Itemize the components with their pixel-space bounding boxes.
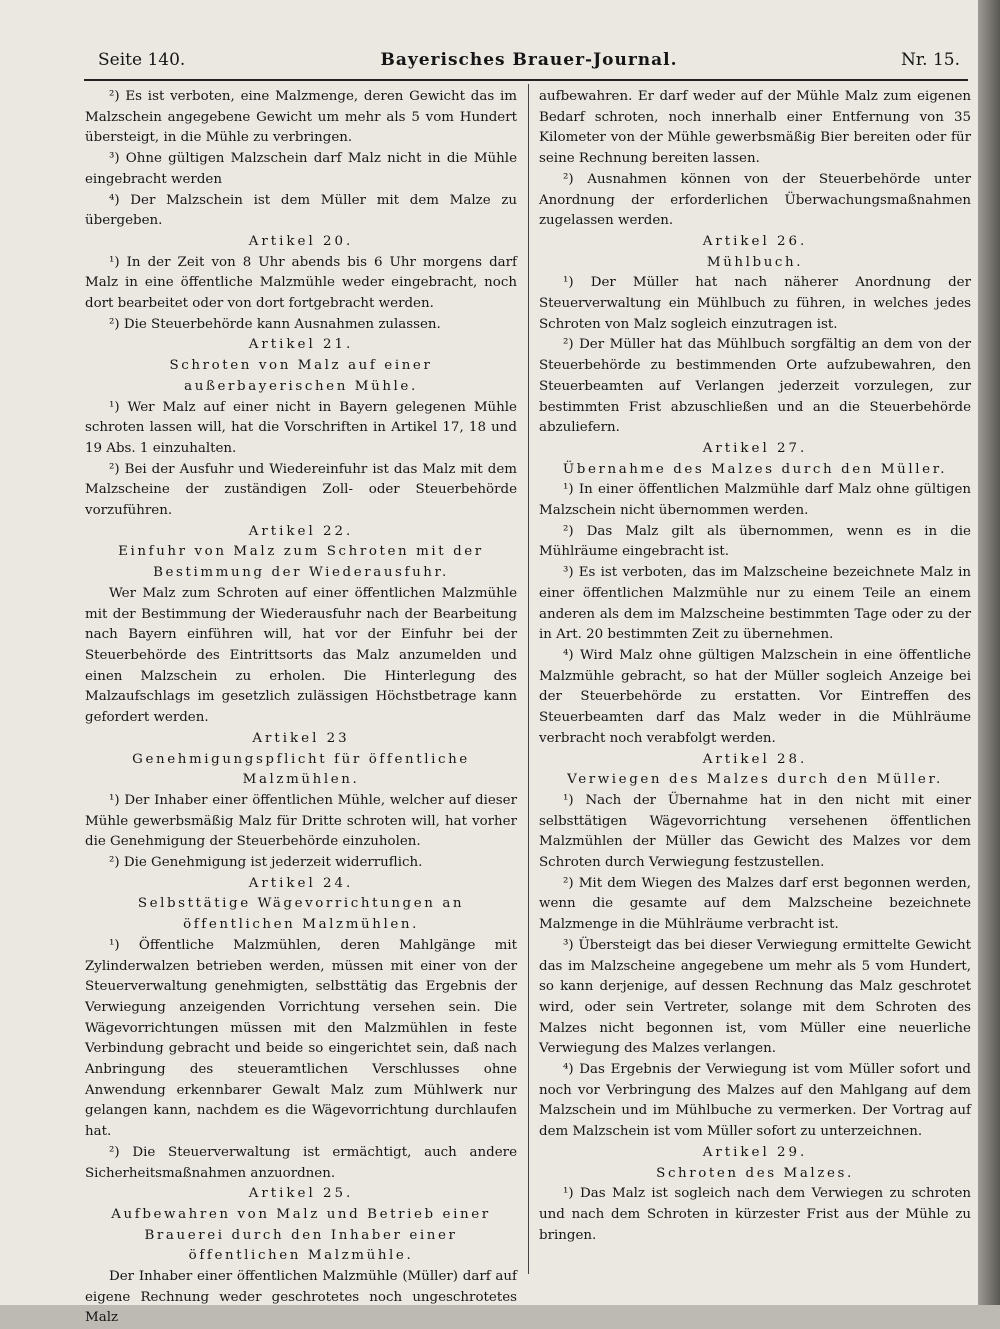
header-rule bbox=[84, 79, 968, 81]
paragraph: ²) Ausnahmen können von der Steuerbehörde unter Anordnung der erforderlichen Überwachungsmaßnahmen zugelassen werden. bbox=[539, 171, 971, 229]
article-title: Einfuhr von Malz zum Schroten mit der Bestimmung der Wiederausfuhr. bbox=[118, 544, 484, 581]
paragraph: ²) Der Müller hat das Mühlbuch sorgfältig an dem von der Steuerbehörde zu bestimmenden Orte aufzubewahren, den Steuerbeamten auf Verlangen jederzeit vorzulegen, zur bestimmten Frist abzuschließen und an die Steuerbehörde abzuliefern. bbox=[539, 337, 971, 436]
right-column bbox=[539, 87, 971, 1246]
page-header bbox=[98, 50, 960, 80]
paragraph: ²) Das Malz gilt als übernommen, wenn es in die Mühlräume eingebracht ist. bbox=[539, 523, 971, 560]
article-heading: Artikel 24. bbox=[248, 875, 354, 891]
paragraph: ⁴) Wird Malz ohne gültigen Malzschein in eine öffentliche Malzmühle gebracht, so hat der Müller sogleich Anzeige bei der Steuerbehörde zu erstatten. Vor Eintreffen des Steuerbeamten darf das Malz weder in die Mühlräume verbracht noch verabfolgt werden. bbox=[539, 647, 971, 746]
article-heading: Artikel 25. bbox=[248, 1186, 354, 1202]
column-divider bbox=[528, 84, 529, 1274]
article-title: Verwiegen des Malzes durch den Müller. bbox=[567, 772, 943, 788]
paragraph: ²) Die Steuerverwaltung ist ermächtigt, auch andere Sicherheitsmaßnahmen anzuordnen. bbox=[85, 1144, 517, 1181]
paragraph: aufbewahren. Er darf weder auf der Mühle Malz zum eigenen Bedarf schroten, noch innerhalb einer Entfernung von 35 Kilometer von der Mühle gewerbsmäßig Bier bereiten oder für seine Rechnung bereiten lassen. bbox=[539, 89, 971, 167]
paragraph: ³) Es ist verboten, das im Malzscheine bezeichnete Malz in einer öffentlichen Malzmühle nur zu einem Teile an einem anderen als dem im Malzscheine bestimmten Tage oder zu der in Art. 20 bestimmten Zeit zu übernehmen. bbox=[539, 565, 971, 643]
paragraph: ³) Ohne gültigen Malzschein darf Malz nicht in die Mühle eingebracht werden bbox=[85, 151, 517, 187]
paragraph: ³) Übersteigt das bei dieser Verwiegung ermittelte Gewicht das im Malzscheine angegebene um mehr als 5 vom Hundert, so kann derjenige, auf dessen Rechnung das Malz geschrotet wird, oder sein Vertreter, solange mit dem Schroten des Malzes nicht begonnen ist, vom Müller eine neuerliche Verwiegung des Malzes verlangen. bbox=[539, 937, 971, 1057]
paragraph: ¹) Wer Malz auf einer nicht in Bayern gelegenen Mühle schroten lassen will, hat die Vorschriften in Artikel 17, 18 und 19 Abs. 1 einzuhalten. bbox=[85, 399, 517, 456]
paragraph: ⁴) Das Ergebnis der Verwiegung ist vom Müller sofort und noch vor Verbringung des Malzes auf den Mahlgang auf dem Malzschein und im Mühlbuche zu vermerken. Der Vortrag auf dem Malzschein ist vom Müller sofort zu unterzeichnen. bbox=[539, 1062, 971, 1140]
issue-number: Nr. 15. bbox=[901, 50, 960, 70]
article-heading: Artikel 21. bbox=[248, 337, 354, 353]
page-edge-shadow bbox=[978, 0, 1000, 1305]
article-title: Selbsttätige Wägevorrichtungen an öffentlichen Malzmühlen. bbox=[137, 896, 465, 933]
article-heading: Artikel 29. bbox=[702, 1144, 808, 1160]
article-title: Mühlbuch. bbox=[706, 254, 804, 270]
article-heading: Artikel 27. bbox=[702, 440, 808, 456]
paragraph: ²) Es ist verboten, eine Malzmenge, deren Gewicht das im Malzschein angegebene Gewicht um mehr als 5 vom Hundert übersteigt, in die Mühle zu verbringen. bbox=[85, 89, 517, 146]
paragraph: ²) Die Steuerbehörde kann Ausnahmen zulassen. bbox=[109, 316, 441, 332]
paragraph: Wer Malz zum Schroten auf einer öffentlichen Malzmühle mit der Bestimmung der Wiederausfuhr nach der Bearbeitung nach Bayern einführen will, hat vor der Einfuhr bei der Steuerbehörde des Eintrittsorts das Malz anzumelden und einen Malzschein zu erholen. Die Hinterlegung des Malzaufschlags im gesetzlich zulässigen Höchstbetrage kann gefordert werden. bbox=[85, 585, 517, 726]
paragraph: ²) Mit dem Wiegen des Malzes darf erst begonnen werden, wenn die gesamte auf dem Malzscheine bezeichnete Malzmenge in die Mühlräume verbracht ist. bbox=[539, 875, 971, 933]
paragraph: ²) Die Genehmigung ist jederzeit widerruflich. bbox=[109, 855, 423, 871]
paragraph: ¹) In der Zeit von 8 Uhr abends bis 6 Uhr morgens darf Malz in eine öffentliche Malzmühle weder eingebracht, noch dort bearbeitet oder von dort fortgebracht werden. bbox=[85, 254, 517, 312]
article-title: Schroten des Malzes. bbox=[656, 1165, 854, 1181]
article-heading: Artikel 22. bbox=[248, 523, 354, 539]
paragraph: Der Inhaber einer öffentlichen Malzmühle (Müller) darf auf eigene Rechnung weder geschrotetes noch ungeschrotetes Malz bbox=[85, 1269, 517, 1326]
article-heading: Artikel 26. bbox=[702, 233, 808, 249]
paragraph: ¹) Nach der Übernahme hat in den nicht mit einer selbsttätigen Wägevorrichtung versehenen öffentlichen Malzmühlen der Müller das Gewicht des Malzes vor dem Schroten durch Verwiegung festzustellen. bbox=[539, 792, 971, 871]
paragraph: ⁴) Der Malzschein ist dem Müller mit dem Malze zu übergeben. bbox=[85, 192, 517, 229]
journal-title: Bayerisches Brauer-Journal. bbox=[380, 50, 678, 70]
paragraph: ¹) Der Müller hat nach näherer Anordnung der Steuerverwaltung ein Mühlbuch zu führen, in welches jedes Schroten von Malz sogleich einzutragen ist. bbox=[539, 275, 971, 332]
article-heading: Artikel 28. bbox=[702, 751, 808, 767]
article-title: Aufbewahren von Malz und Betrieb einer Brauerei durch den Inhaber einer öffentlichen Malzmühle. bbox=[111, 1206, 491, 1264]
left-column bbox=[85, 87, 517, 1329]
paragraph: ²) Bei der Ausfuhr und Wiedereinfuhr ist das Malz mit dem Malzscheine der zuständigen Zoll- oder Steuerbehörde vorzuführen. bbox=[85, 461, 517, 519]
paragraph: ¹) Öffentliche Malzmühlen, deren Mahlgänge mit Zylinderwalzen betrieben werden, müssen mit einer von der Steuerverwaltung genehmigten, selbsttätig das Ergebnis der Verwiegung anzeigenden Vorrichtung versehen sein. Die Wägevorrichtungen müssen mit den Malzmühlen in feste Verbindung gebracht und beide so eingerichtet sein, daß nach Anbringung des steueramtlichen Verschlusses ohne Anwendung erkennbarer Gewalt Malz zum Mühlwerk nur gelangen kann, nachdem es die Wägevorrichtung durchlaufen hat. bbox=[85, 937, 517, 1140]
article-title: Schroten von Malz auf einer außerbayerischen Mühle. bbox=[169, 358, 433, 394]
article-title: Genehmigungspflicht für öffentliche Malzmühlen. bbox=[132, 751, 470, 788]
article-heading: Artikel 23 bbox=[252, 730, 350, 746]
paragraph: ¹) Das Malz ist sogleich nach dem Verwiegen zu schroten und nach dem Schroten in kürzester Frist aus der Mühle zu bringen. bbox=[539, 1186, 971, 1243]
page-number: Seite 140. bbox=[98, 50, 186, 70]
paragraph: ¹) In einer öffentlichen Malzmühle darf Malz ohne gültigen Malzschein nicht übernommen werden. bbox=[539, 482, 971, 519]
paragraph: ¹) Der Inhaber einer öffentlichen Mühle, welcher auf dieser Mühle gewerbsmäßig Malz für Dritte schroten will, hat vorher die Genehmigung der Steuerbehörde einzuholen. bbox=[85, 792, 517, 850]
article-heading: Artikel 20. bbox=[248, 233, 354, 249]
article-title: Übernahme des Malzes durch den Müller. bbox=[562, 461, 948, 477]
